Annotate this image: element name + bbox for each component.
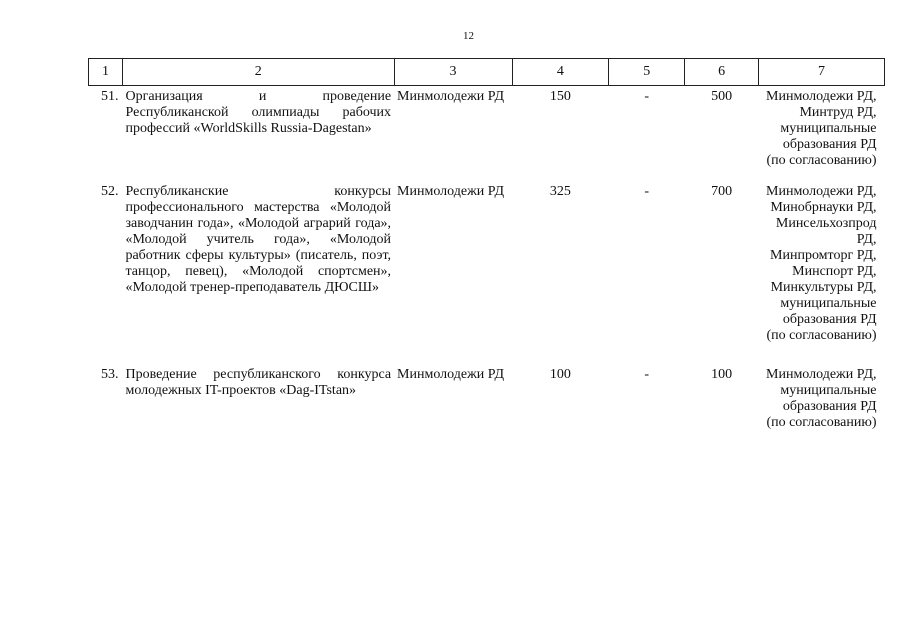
value-col6: 100 bbox=[711, 367, 733, 382]
event-name: Проведение республиканского конкурса молодежных IT-проектов «Dag-ITstan» bbox=[125, 367, 392, 398]
row-number: 53. bbox=[100, 367, 119, 382]
partners: Минмолодежи РД, Минтруд РД, муниципальные образования РД (по согласованию) bbox=[766, 89, 877, 168]
table-row bbox=[89, 181, 885, 364]
table-row bbox=[89, 86, 885, 182]
value-col4: 150 bbox=[549, 89, 571, 104]
row-number: 51. bbox=[100, 89, 119, 104]
partners: Минмолодежи РД, муниципальные образования РД (по согласованию) bbox=[766, 367, 877, 430]
value-col5: - bbox=[644, 367, 650, 382]
value-col5: - bbox=[644, 184, 650, 199]
value-col5: - bbox=[644, 89, 650, 104]
column-header-7: 7 bbox=[759, 59, 885, 86]
table-row bbox=[89, 364, 885, 431]
event-name: Организация и проведение Республиканской олимпиады рабочих профессий «WorldSkills Russia-Dagestan» bbox=[125, 89, 392, 136]
column-header-3: 3 bbox=[394, 59, 512, 86]
row-number: 52. bbox=[100, 184, 119, 199]
value-col4: 325 bbox=[549, 184, 571, 199]
value-col6: 500 bbox=[711, 89, 733, 104]
partners: Минмолодежи РД, Минобрнауки РД, Минсельхозпрод РД, Минпромторг РД, Минспорт РД, Минкультуры РД, муниципальные образования РД (по согласованию) bbox=[766, 184, 877, 343]
page-number: 12 bbox=[463, 30, 474, 42]
column-header-5: 5 bbox=[609, 59, 685, 86]
executor: Минмолодежи РД bbox=[397, 367, 505, 382]
column-header-4: 4 bbox=[512, 59, 609, 86]
executor: Минмолодежи РД bbox=[397, 184, 505, 199]
value-col4: 100 bbox=[549, 367, 571, 382]
event-name: Республиканские конкурсы профессионального мастерства «Молодой заводчанин года», «Молодой аграрий года», «Молодой учитель года», «Молодой работник сферы культуры» (писатель, поэт, танцор, певец), «Молодой спортсмен», «Молодой тренер-преподаватель ДЮСШ» bbox=[125, 184, 392, 295]
column-header-6: 6 bbox=[685, 59, 759, 86]
value-col6: 700 bbox=[711, 184, 733, 199]
executor: Минмолодежи РД bbox=[397, 89, 505, 104]
column-header-2: 2 bbox=[122, 59, 394, 86]
column-header-1: 1 bbox=[89, 59, 123, 86]
events-table bbox=[88, 58, 885, 431]
table-header-row bbox=[89, 59, 885, 86]
